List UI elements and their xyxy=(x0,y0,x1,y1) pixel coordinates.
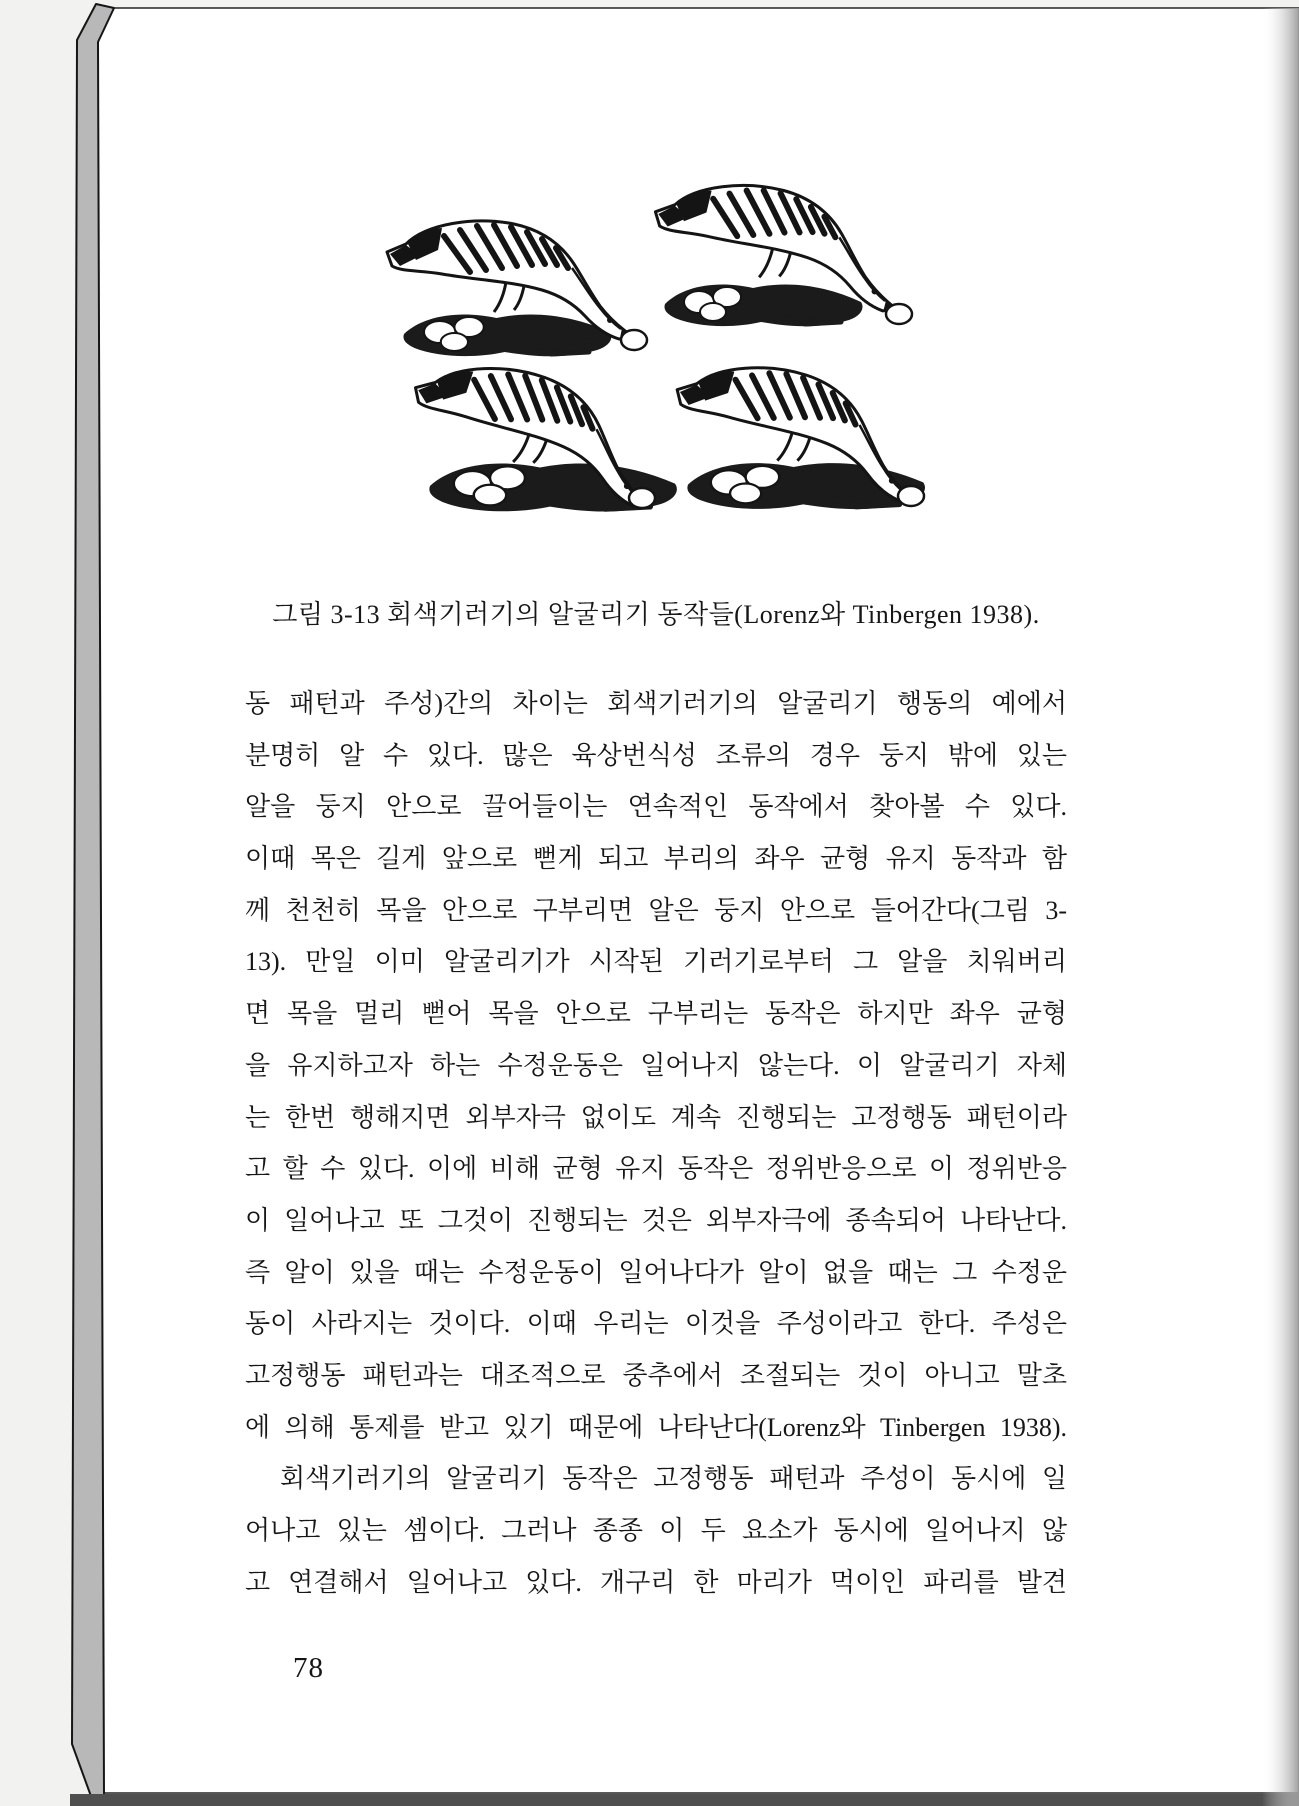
text-line: 고정행동 패턴과는 대조적으로 중추에서 조절되는 것이 아니고 말초 xyxy=(245,1360,1067,1390)
text-line: 13). 만일 이미 알굴리기가 시작된 기러기로부터 그 알을 치워버리 xyxy=(245,947,1067,977)
goose-scene-1 xyxy=(387,221,647,356)
goose-egg-rolling-illustration xyxy=(378,168,938,568)
goose-scene-3 xyxy=(403,357,677,512)
text-line: 즉 알이 있을 때는 수정운동이 일어나다가 알이 없을 때는 그 수정운 xyxy=(245,1257,1067,1287)
text-line: 어나고 있는 셈이다. 그러나 종종 이 두 요소가 동시에 일어나지 않 xyxy=(245,1516,1067,1545)
text-line: 이때 목은 길게 앞으로 뻗게 되고 부리의 좌우 균형 유지 동작과 함 xyxy=(245,844,1067,874)
text-line: 고 할 수 있다. 이에 비해 균형 유지 동작은 정위반응으로 이 정위반응 xyxy=(245,1154,1067,1184)
text-line: 동 패턴과 주성)간의 차이는 회색기러기의 알굴리기 행동의 예에서 xyxy=(245,689,1067,718)
text-line: 면 목을 멀리 뻗어 목을 안으로 구부리는 동작은 하지만 좌우 균형 xyxy=(245,999,1067,1029)
text-line: 께 천천히 목을 안으로 구부리면 알은 둥지 안으로 들어간다(그림 3- xyxy=(245,895,1067,925)
text-line: 동이 사라지는 것이다. 이때 우리는 이것을 주성이라고 한다. 주성은 xyxy=(245,1309,1067,1339)
text-line: 는 한번 행해지면 외부자극 없이도 계속 진행되는 고정행동 패턴이라 xyxy=(245,1102,1067,1132)
text-line: 회색기러기의 알굴리기 동작은 고정행동 패턴과 주성이 동시에 일 xyxy=(245,1464,1067,1494)
right-edge-shadow xyxy=(1262,8,1299,1806)
goose-scene-4 xyxy=(668,359,930,509)
text-line: 이 일어나고 또 그것이 진행되는 것은 외부자극에 종속되어 나타난다. xyxy=(245,1205,1067,1235)
figure-caption: 그림 3-13 회색기러기의 알굴리기 동작들(Lorenz와 Tinbergen 1938). xyxy=(272,600,1040,629)
text-line: 알을 둥지 안으로 끌어들이는 연속적인 동작에서 찾아볼 수 있다. xyxy=(245,792,1067,822)
text-line: 에 의해 통제를 받고 있기 때문에 나타난다(Lorenz와 Tinbergen 1938). xyxy=(245,1412,1067,1442)
body-text xyxy=(245,678,1067,1608)
page-number: 78 xyxy=(293,1652,324,1684)
text-line: 분명히 알 수 있다. 많은 육상번식성 조류의 경우 둥지 밖에 있는 xyxy=(245,740,1067,770)
goose-scene-2 xyxy=(651,181,912,326)
text-line: 을 유지하고자 하는 수정운동은 일어나지 않는다. 이 알굴리기 자체 xyxy=(245,1050,1067,1080)
scan-bottom-bar xyxy=(70,1794,1299,1806)
text-line: 고 연결해서 일어나고 있다. 개구리 한 마리가 먹이인 파리를 발견 xyxy=(245,1567,1067,1597)
